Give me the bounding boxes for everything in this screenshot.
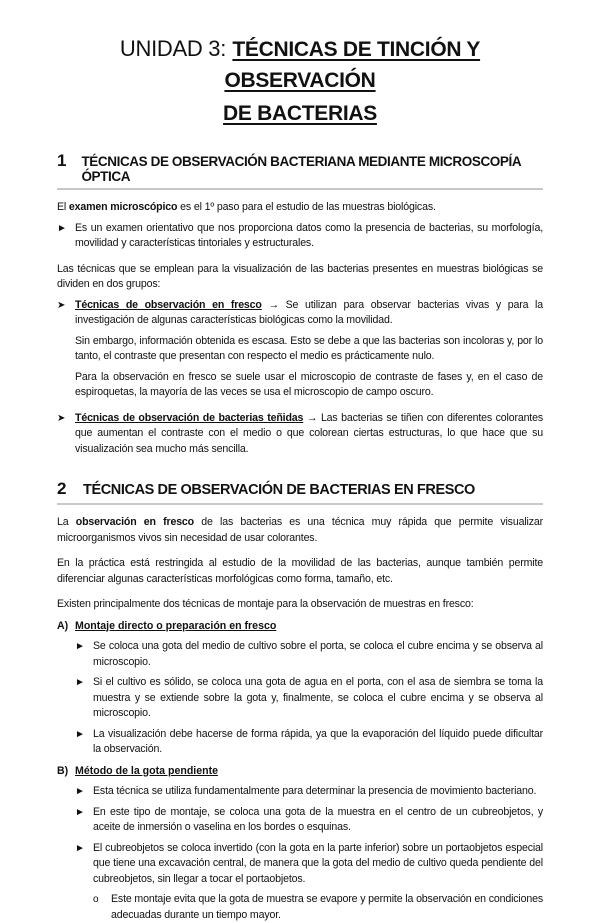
bullet-text: Este montaje evita que la gota de muestra se evapore y permite la observación en condiciones adecuadas durante un tiempo mayor.: [111, 893, 543, 921]
method-b-heading: [57, 764, 543, 780]
list-item: [75, 639, 543, 670]
triangle-bullet-icon: ►: [75, 786, 85, 797]
bullet-text: Si el cultivo es sólido, se coloca una gota de agua en el porta, con el asa de siembra se toma la muestra y se extiende sobre la gota y, finalmente, se coloca el cubre encima y se observa al microscopio.: [93, 676, 543, 719]
bold-term: observación en fresco: [75, 516, 194, 528]
bullet-text: Es un examen orientativo que nos proporciona datos como la presencia de bacterias, su morfología, movilidad y características tintoriales y estructurales.: [75, 221, 543, 249]
circle-bullet-icon: o: [93, 894, 99, 905]
list-item: [75, 784, 543, 800]
section-1-heading: [57, 151, 543, 190]
list-item: [75, 841, 543, 888]
section-title: TÉCNICAS DE OBSERVACIÓN BACTERIANA MEDIANTE MICROSCOPÍA ÓPTICA: [81, 154, 521, 184]
section-2-heading: [57, 479, 543, 505]
bullet-text: En este tipo de montaje, se coloca una gota de la muestra en el centro de un cubreobjetos, y aceite de inmersión o vaselina en los bordes o esquinas.: [93, 805, 543, 833]
bullet-text: Se coloca una gota del medio de cultivo sobre el porta, se coloca el cubre encima y se observa al microscopio.: [93, 640, 543, 668]
title-main-line1: TÉCNICAS DE TINCIÓN Y OBSERVACIÓN: [224, 38, 481, 92]
method-letter: A): [57, 619, 69, 632]
list-item: [75, 727, 543, 758]
paragraph: Sin embargo, información obtenida es escasa. Esto se debe a que las bacterias son incoloras y, por lo tanto, el contraste que presentan con respecto el medio es prácticamente nulo.: [75, 334, 543, 362]
triangle-bullet-icon: ►: [75, 677, 85, 688]
method-title: Montaje directo o preparación en fresco: [75, 619, 277, 632]
paragraph: [57, 515, 543, 546]
sub-list-item: [93, 892, 543, 923]
arrowhead-bullet-icon: ➤: [57, 299, 66, 311]
paragraph: Existen principalmente dos técnicas de montaje para la observación de muestras en fresco:: [57, 598, 474, 610]
paragraph: Para la observación en fresco se suele usar el microscopio de contraste de fases y, en el caso de espiroquetas, la mayoría de las veces se usa el microscopio de campo oscuro.: [75, 370, 543, 398]
group-text: → Las bacterias se tiñen con diferentes colorantes que aumentan el contraste con el medio o que colorean ciertas estructuras, lo que hace que su visualización sea mucho más sencilla.: [75, 411, 543, 455]
list-item: [57, 411, 543, 458]
section-title: TÉCNICAS DE OBSERVACIÓN DE BACTERIAS EN FRESCO: [83, 482, 475, 498]
document-page: [57, 0, 543, 923]
bullet-text: El cubreobjetos se coloca invertido (con la gota en la parte inferior) sobre un portaobjetos especial que tiene una excavación central, de manera que la gota del medio de cultivo queda pendiente del cubreobjetos, sin llegar a tocar el portaobjetos.: [93, 841, 543, 885]
list-item: [57, 221, 543, 252]
text: es el 1º paso para el estudio de las muestras biológicas.: [177, 201, 436, 213]
triangle-bullet-icon: ►: [75, 842, 85, 854]
method-title: Método de la gota pendiente: [75, 764, 219, 777]
triangle-bullet-icon: ►: [75, 641, 85, 652]
intro-paragraph: [57, 200, 543, 216]
list-item: [57, 298, 543, 329]
triangle-bullet-icon: ►: [75, 806, 85, 818]
triangle-bullet-icon: ►: [75, 728, 85, 740]
group-text: → Se utilizan para observar bacterias vivas y para la investigación de algunas características biológicas como la movilidad.: [75, 298, 543, 326]
text: La: [57, 516, 76, 528]
title-prefix: UNIDAD 3:: [119, 36, 227, 61]
arrowhead-bullet-icon: ➤: [57, 412, 66, 424]
method-letter: B): [57, 764, 69, 777]
title-main-line2: DE BACTERIAS: [223, 102, 377, 125]
section-number: 1: [57, 151, 67, 170]
bold-term: examen microscópico: [68, 201, 178, 213]
bullet-text: La visualización debe hacerse de forma rápida, ya que la evaporación del líquido puede dificultar la observación.: [93, 727, 543, 755]
text: de las bacterias es una técnica muy rápida que permite visualizar microorganismos vivos sin necesidad de usar colorantes.: [57, 516, 543, 544]
triangle-bullet-icon: ►: [57, 222, 67, 234]
bullet-text: Esta técnica se utiliza fundamentalmente para determinar la presencia de movimiento bacteriano.: [93, 785, 537, 797]
method-a-heading: [57, 619, 543, 635]
group-title: Técnicas de observación de bacterias teñidas: [75, 411, 304, 424]
paragraph: En la práctica está restringida al estudio de la movilidad de las bacterias, aunque también permite diferenciar algunas características morfológicas como forma, tamaño, etc.: [57, 557, 543, 585]
groups-intro: Las técnicas que se emplean para la visualización de las bacterias presentes en muestras biológicas se dividen en dos grupos:: [57, 262, 543, 290]
group-title: Técnicas de observación en fresco: [75, 298, 262, 311]
document-title: [57, 34, 543, 129]
list-item: [75, 675, 543, 722]
section-number: 2: [57, 479, 67, 498]
text: El: [57, 201, 69, 213]
list-item: [75, 805, 543, 836]
